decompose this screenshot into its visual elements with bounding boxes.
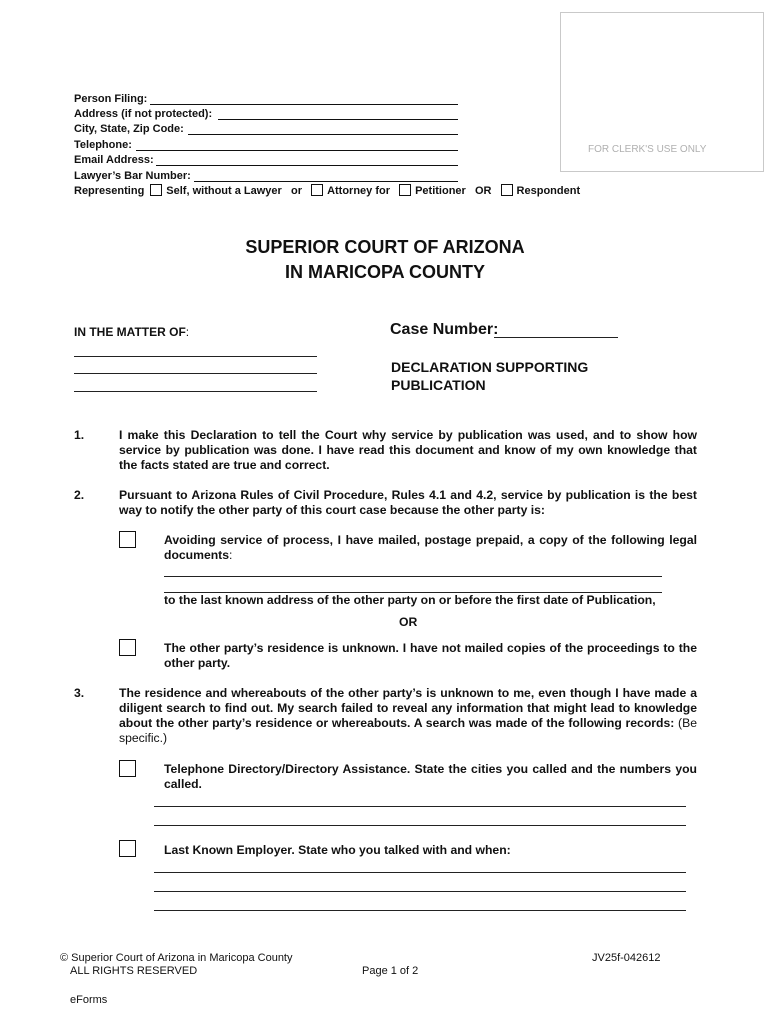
last-known-address-text: to the last known address of the other party on or before the first date of Publication, (164, 593, 656, 607)
last-employer-text: Last Known Employer. State who you talked with and when: (164, 843, 511, 857)
residence-unknown-text: The other party’s residence is unknown. I have not mailed copies of the proceedings to the other party. (164, 641, 697, 670)
footer-rights: ALL RIGHTS RESERVED (70, 965, 198, 977)
case-number-label: Case Number: (390, 321, 499, 338)
item-3-label: The residence and whereabouts of the other party’s is unknown to me, even though I have made a diligent search to find out. My search failed to reveal any information that might lead to knowledge about the other party’s residence or whereabouts. A search was made of the following records: (119, 686, 697, 730)
telephone-line-1[interactable] (154, 806, 686, 807)
self-label: Self, without a Lawyer (166, 185, 282, 197)
legal-documents-line-1[interactable] (164, 576, 662, 577)
avoiding-service-text (164, 533, 697, 563)
city-state-zip-label: City, State, Zip Code: (74, 123, 184, 135)
item-2-text: Pursuant to Arizona Rules of Civil Procedure, Rules 4.1 and 4.2, service by publication is the best way to notify the other party of this court case because the other party is: (119, 488, 697, 517)
item-1-number: 1. (74, 428, 85, 442)
matter-colon: : (185, 325, 190, 339)
person-filing-line[interactable] (150, 104, 458, 105)
doc-title (391, 358, 588, 394)
court-title-line2: IN MARICOPA COUNTY (285, 262, 485, 282)
matter-line-3[interactable] (74, 391, 317, 392)
or-separator: OR (399, 615, 418, 629)
email-label: Email Address: (74, 154, 154, 166)
representing-row (74, 184, 580, 198)
telephone-directory-text: Telephone Directory/Directory Assistance. State the cities you called and the numbers you called. (164, 762, 697, 791)
item-3-note: (Be specific.) (119, 716, 698, 745)
petitioner-label: Petitioner (415, 185, 466, 197)
telephone-label: Telephone: (74, 139, 132, 151)
bar-number-label: Lawyer’s Bar Number: (74, 170, 191, 182)
or-label: or (291, 185, 302, 197)
footer-eforms: eForms (70, 994, 108, 1006)
petitioner-checkbox[interactable] (399, 184, 411, 196)
last-employer-checkbox[interactable] (119, 840, 136, 857)
representing-label: Representing (74, 185, 145, 197)
telephone-line-2[interactable] (154, 825, 686, 826)
avoiding-service-checkbox[interactable] (119, 531, 136, 548)
case-number-line[interactable] (494, 337, 618, 338)
employer-line-3[interactable] (154, 910, 686, 911)
self-checkbox[interactable] (150, 184, 162, 196)
telephone-directory-checkbox[interactable] (119, 760, 136, 777)
item-3-text (119, 686, 697, 746)
bar-number-line[interactable] (194, 181, 458, 182)
telephone-line[interactable] (136, 150, 458, 151)
employer-line-1[interactable] (154, 872, 686, 873)
avoiding-service-label: Avoiding service of process, I have mailed, postage prepaid, a copy of the following legal documents (164, 533, 697, 562)
court-title-line1: SUPERIOR COURT OF ARIZONA (245, 237, 525, 257)
matter-line-1[interactable] (74, 356, 317, 357)
attorney-checkbox[interactable] (311, 184, 323, 196)
respondent-label: Respondent (516, 185, 581, 197)
avoiding-service-colon: : (229, 548, 233, 562)
employer-line-2[interactable] (154, 891, 686, 892)
doc-title-line2: PUBLICATION (391, 377, 486, 393)
residence-unknown-checkbox[interactable] (119, 639, 136, 656)
footer-form-id: JV25f-042612 (592, 952, 661, 964)
footer-copyright: © Superior Court of Arizona in Maricopa County (60, 952, 293, 964)
attorney-for-label: Attorney for (327, 185, 391, 197)
in-the-matter-of (74, 325, 189, 339)
doc-title-line1: DECLARATION SUPPORTING (391, 359, 589, 375)
or-caps-label: OR (474, 185, 492, 197)
person-filing-label: Person Filing: (74, 93, 148, 105)
city-state-zip-line[interactable] (188, 134, 458, 135)
footer-page-number: Page 1 of 2 (362, 965, 419, 977)
address-label: Address (if not protected): (74, 108, 213, 120)
item-2-number: 2. (74, 488, 85, 502)
matter-line-2[interactable] (74, 373, 317, 374)
clerk-use-label: FOR CLERK'S USE ONLY (588, 144, 707, 155)
matter-label: IN THE MATTER OF (74, 325, 186, 339)
item-3-number: 3. (74, 686, 85, 700)
address-line[interactable] (218, 119, 458, 120)
item-1-text: I make this Declaration to tell the Court why service by publication was used, and to show how service by publication was done. I have read this document and know of my own knowledge that the facts stated are true and correct. (119, 428, 697, 472)
email-line[interactable] (156, 165, 458, 166)
respondent-checkbox[interactable] (501, 184, 513, 196)
